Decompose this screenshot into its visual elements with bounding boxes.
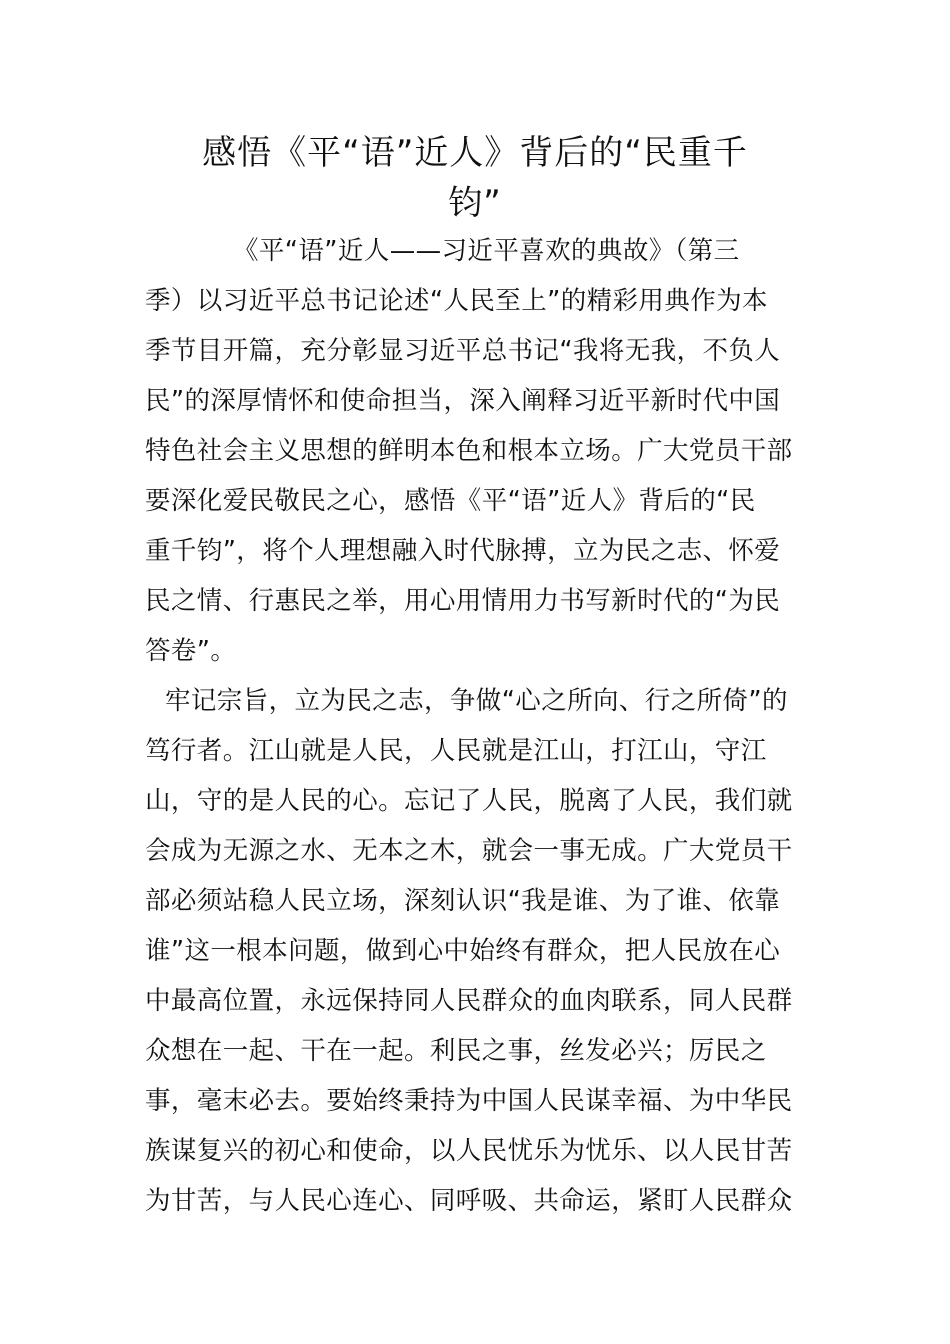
paragraph-2-line: 牢记宗旨，立为民之志，争做“心之所向、行之所倚”的 bbox=[165, 686, 788, 716]
paragraph-1-line: 季）以习近平总书记论述“人民至上”的精彩用典作为本 bbox=[145, 286, 768, 316]
paragraph-1 bbox=[145, 226, 815, 676]
paragraph-2-line: 中最高位置，永远保持同人民群众的血肉联系，同人民群 bbox=[145, 986, 793, 1016]
title-line-1: 感悟《平“语”近人》背后的“民重千 bbox=[202, 133, 748, 173]
paragraph-2-line: 事，毫末必去。要始终秉持为中国人民谋幸福、为中华民 bbox=[145, 1086, 793, 1116]
paragraph-2-line: 部必须站稳人民立场，深刻认识“我是谁、为了谁、依靠 bbox=[145, 886, 781, 916]
paragraph-1-line: 特色社会主义思想的鲜明本色和根本立场。广大党员干部 bbox=[145, 436, 793, 466]
paragraph-2-line: 谁”这一根本问题，做到心中始终有群众，把人民放在心 bbox=[145, 936, 781, 966]
paragraph-1-line: 重千钧”，将个人理想融入时代脉搏，立为民之志、怀爱 bbox=[145, 536, 781, 566]
paragraph-1-line: 民”的深厚情怀和使命担当，深入阐释习近平新时代中国 bbox=[145, 386, 781, 416]
paragraph-2-line: 族谋复兴的初心和使命，以人民忧乐为忧乐、以人民甘苦 bbox=[145, 1136, 793, 1166]
paragraph-1-line: 《平“语”近人——习近平喜欢的典故》（第三 bbox=[233, 236, 740, 266]
paragraph-2-line: 为甘苦，与人民心连心、同呼吸、共命运，紧盯人民群众 bbox=[145, 1186, 793, 1216]
document-body bbox=[145, 226, 815, 1226]
paragraph-1-line: 民之情、行惠民之举，用心用情用力书写新时代的“为民 bbox=[145, 586, 781, 616]
paragraph-1-line: 季节目开篇，充分彰显习近平总书记“我将无我，不负人 bbox=[145, 336, 781, 366]
paragraph-1-line: 要深化爱民敬民之心，感悟《平“语”近人》背后的“民 bbox=[145, 486, 756, 516]
paragraph-2-line: 众想在一起、干在一起。利民之事，丝发必兴；厉民之 bbox=[145, 1036, 767, 1066]
title-line-2: 钧” bbox=[448, 183, 502, 223]
paragraph-1-line: 答卷”。 bbox=[145, 636, 237, 666]
paragraph-2-line: 会成为无源之水、无本之木，就会一事无成。广大党员干 bbox=[145, 836, 793, 866]
paragraph-2-line: 山，守的是人民的心。忘记了人民，脱离了人民，我们就 bbox=[145, 786, 793, 816]
document-title bbox=[140, 128, 810, 228]
paragraph-2-line: 笃行者。江山就是人民，人民就是江山，打江山，守江 bbox=[145, 736, 767, 766]
paragraph-2 bbox=[145, 676, 815, 1226]
